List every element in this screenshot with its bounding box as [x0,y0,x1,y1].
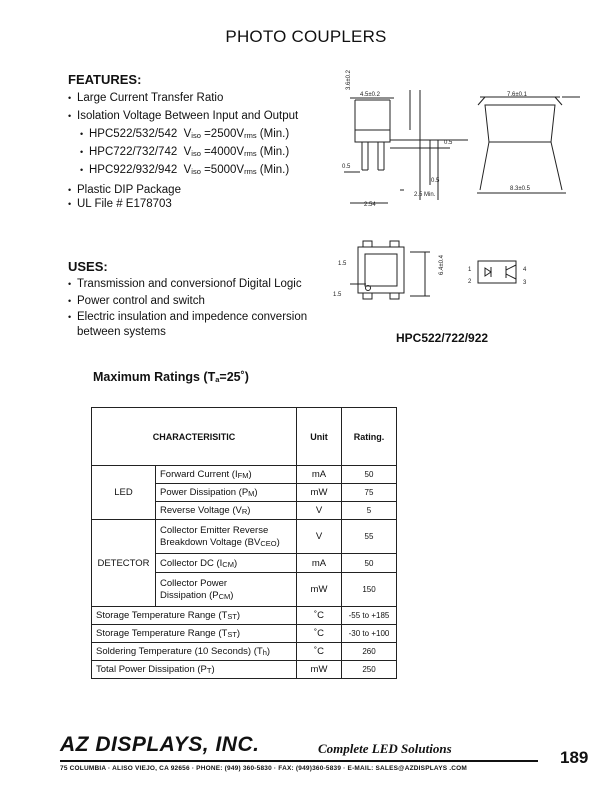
characteristic-cell: Total Power Dissipation $(P_T)$ [92,661,297,679]
svg-text:6.4±0.4: 6.4±0.4 [439,255,445,275]
company-address: 75 COLUMBIA · ALISO VIEJO, CA 92656 · PHONE: (949) 360-5830 · FAX: (949)360-5839 · E-MAIL: SALES@AZDISPLAYS .COM [60,765,468,772]
table-row [92,466,397,484]
unit-cell: V [297,520,342,554]
page-number: 189 [560,748,589,767]
unit-cell: ˚C [297,607,342,625]
rating-cell: 75 [342,484,397,502]
rating-cell: 50 [342,466,397,484]
svg-text:0.5: 0.5 [342,164,351,170]
group-detector: DETECTOR [92,520,156,607]
header-characteristic: CHARACTERISITIC [92,408,297,466]
table-row [92,625,397,643]
uses-heading: USES: [68,259,108,274]
feature-item: • Isolation Voltage Between Input and Output [68,110,299,122]
svg-text:1.5: 1.5 [333,292,342,298]
rating-cell: -30 to +100 [342,625,397,643]
svg-text:1: 1 [468,267,472,273]
rating-cell: 50 [342,554,397,573]
rating-cell: 55 [342,520,397,554]
package-dimension-drawing [330,60,612,310]
feature-item: • Plastic DIP Package [68,184,181,196]
group-led: LED [92,466,156,520]
svg-text:3.6±0.2: 3.6±0.2 [346,70,352,90]
svg-text:8.3±0.5: 8.3±0.5 [510,186,530,192]
features-heading: FEATURES: [68,72,142,87]
svg-text:0.5: 0.5 [431,178,440,184]
rating-cell: 5 [342,502,397,520]
table-header-row [92,408,397,466]
unit-cell: mW [297,484,342,502]
characteristic-cell: Forward Current $(I_{FM})$ [156,466,297,484]
rating-cell: 250 [342,661,397,679]
feature-item: • UL File # E178703 [68,198,172,210]
feature-item: • Large Current Transfer Ratio [68,92,224,104]
svg-text:2.54: 2.54 [364,202,376,208]
svg-text:3: 3 [523,280,527,286]
table-row [92,643,397,661]
svg-text:2.5 Min.: 2.5 Min. [414,192,436,198]
characteristic-cell: Soldering Temperature (10 Seconds) $(T_h)$ [92,643,297,661]
characteristic-cell: Storage Temperature Range $(T_{ST})$ [92,607,297,625]
unit-cell: V [297,502,342,520]
ratings-table [91,407,397,679]
characteristic-cell: Collector Emitter Reverse Breakdown Voltage $(BV_{CEO})$ [156,520,297,554]
use-item-continuation: between systems [77,326,166,338]
svg-text:4.5±0.2: 4.5±0.2 [360,92,380,98]
page-title: PHOTO COUPLERS [225,27,387,46]
unit-cell: ˚C [297,625,342,643]
table-row [92,607,397,625]
svg-text:0.5: 0.5 [444,140,453,146]
use-item: • Transmission and conversionof Digital Logic [68,278,302,290]
svg-text:1.5: 1.5 [338,261,347,267]
rating-cell: -55 to +185 [342,607,397,625]
characteristic-cell: Storage Temperature Range $(T_{ST})$ [92,625,297,643]
svg-text:4: 4 [523,267,527,273]
unit-cell: mW [297,573,342,607]
iso-row: • HPC522/532/542 $V_{iso} =2500V_{rms}$ (Min.) [80,128,290,140]
unit-cell: mW [297,661,342,679]
iso-row: • HPC922/932/942 $V_{iso} =5000V_{rms}$ (Min.) [80,164,290,176]
unit-cell: mA [297,554,342,573]
iso-row: • HPC722/732/742 $V_{iso} =4000V_{rms}$ (Min.) [80,146,290,158]
table-row [92,520,397,554]
characteristic-cell: Collector Power Dissipation $(P_{CM})$ [156,573,297,607]
model-number: HPC522/722/922 [396,331,489,345]
svg-text:2: 2 [468,279,472,285]
characteristic-cell: Collector DC $(I_{CM})$ [156,554,297,573]
rating-cell: 150 [342,573,397,607]
characteristic-cell: Power Dissipation $(P_M)$ [156,484,297,502]
svg-text:7.6±0.1: 7.6±0.1 [507,92,527,98]
table-row [92,661,397,679]
ratings-heading: Maximum Ratings $(T_a=25˚)$ [93,370,249,384]
header-rating: Rating. [342,408,397,466]
use-item: • Power control and switch [68,295,205,307]
header-unit: Unit [297,408,342,466]
rating-cell: 260 [342,643,397,661]
characteristic-cell: Reverse Voltage $(V_R)$ [156,502,297,520]
company-tagline: Complete LED Solutions [318,741,452,756]
unit-cell: ˚C [297,643,342,661]
company-logo: AZ DISPLAYS, INC. [60,733,260,756]
use-item: • Electric insulation and impedence conversion [68,311,308,323]
unit-cell: mA [297,466,342,484]
footer-rule [60,760,538,762]
